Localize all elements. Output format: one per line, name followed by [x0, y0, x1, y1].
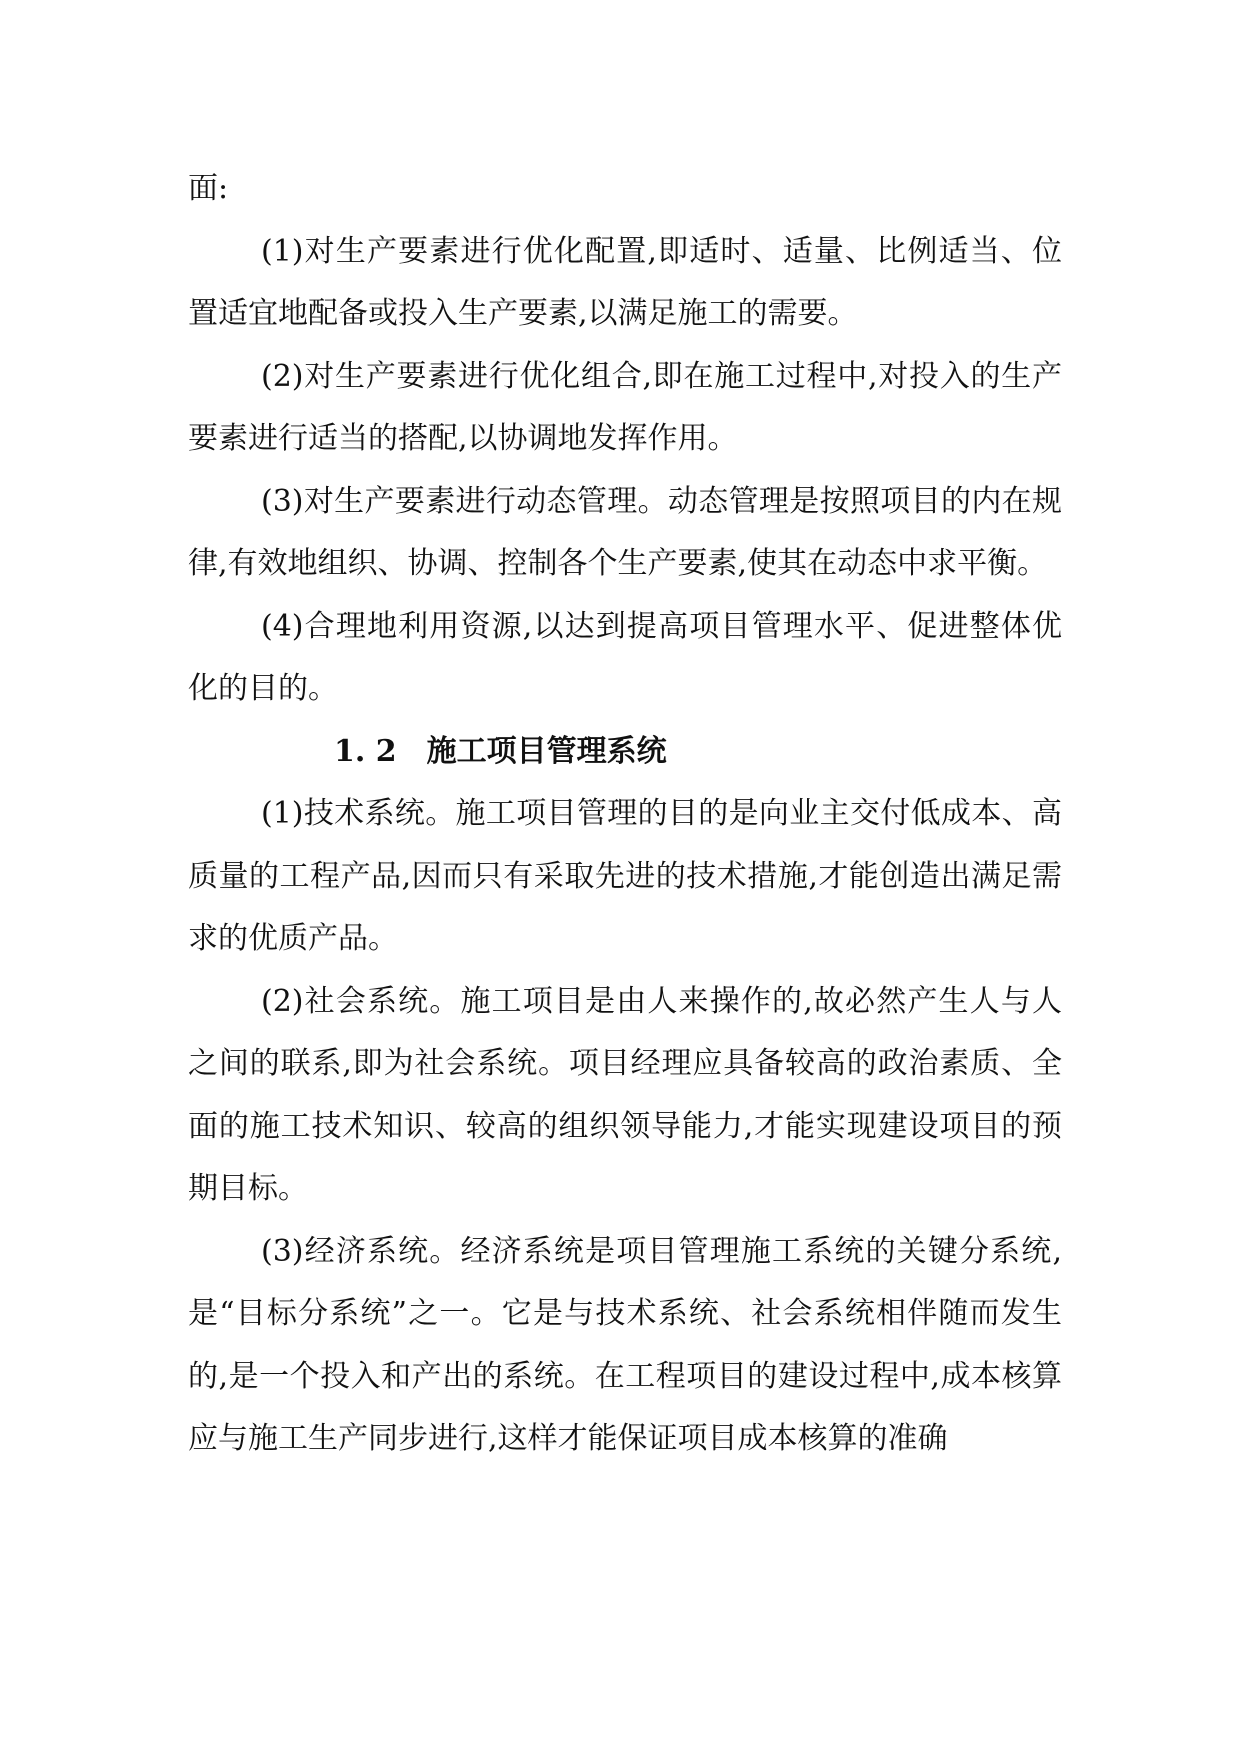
section-paragraph-2: (2)社会系统。施工项目是由人来操作的,故必然产生人与人之间的联系,即为社会系统。项目经理应具备较高的政治素质、全面的施工技术知识、较高的组织领导能力,才能实现建设项目的预期目标。 [188, 983, 1062, 1206]
section-title: 施工项目管理系统 [426, 733, 667, 769]
section-heading [188, 721, 1062, 784]
paragraph-item-3: (3)对生产要素进行动态管理。动态管理是按照项目的内在规律,有效地组织、协调、控制各个生产要素,使其在动态中求平衡。 [188, 483, 1062, 581]
section-paragraph-1: (1)技术系统。施工项目管理的目的是向业主交付低成本、高质量的工程产品,因而只有采取先进的技术措施,才能创造出满足需求的优质产品。 [188, 796, 1062, 956]
paragraph-item-4: (4)合理地利用资源,以达到提高项目管理水平、促进整体优化的目的。 [188, 608, 1062, 706]
body-text [188, 158, 1062, 1471]
paragraph-continuation: 面: [188, 171, 229, 206]
paragraph-item-1: (1)对生产要素进行优化配置,即适时、适量、比例适当、位置适宜地配备或投入生产要素,以满足施工的需要。 [188, 233, 1062, 331]
section-number: 1. 2 [334, 733, 397, 769]
paragraph-item-2: (2)对生产要素进行优化组合,即在施工过程中,对投入的生产要素进行适当的搭配,以协调地发挥作用。 [188, 358, 1062, 456]
section-paragraph-3: (3)经济系统。经济系统是项目管理施工系统的关键分系统,是“目标分系统”之一。它是与技术系统、社会系统相伴随而发生的,是一个投入和产出的系统。在工程项目的建设过程中,成本核算应与施工生产同步进行,这样才能保证项目成本核算的准确 [188, 1233, 1062, 1456]
